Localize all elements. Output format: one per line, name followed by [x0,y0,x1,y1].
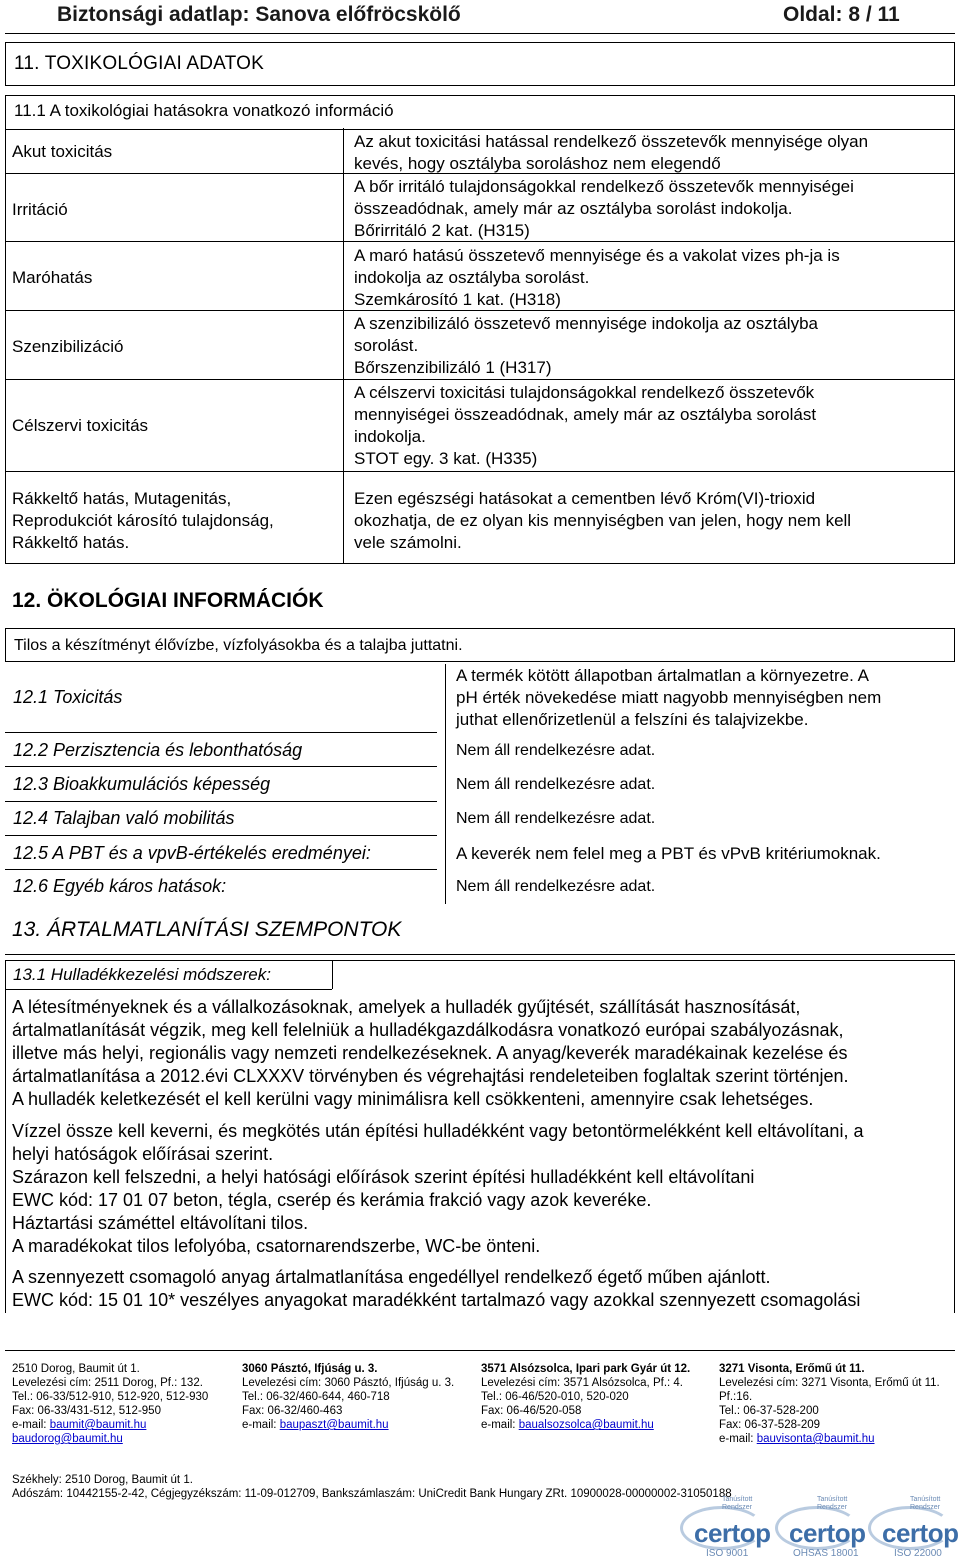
email-prefix: e-mail: [719,1433,757,1445]
label-celszervi-toxicitas: Célszervi toxicitás [12,416,149,435]
text-line: A célszervi toxicitási tulajdonságokkal rendelkező összetevők [354,383,815,402]
text-line: indokolja az osztályba sorolást. [354,268,590,287]
text-line: A bőr irritáló tulajdonságokkal rendelkező összetevők mennyiségei [354,177,854,196]
label-irritacio: Irritáció [12,200,68,219]
row-line [5,869,437,870]
email-link[interactable]: baudorog@baumit.hu [12,1433,123,1445]
value-12-5: A keverék nem felel meg a PBT és vPvB kritériumoknak. [456,844,881,863]
para-line: A maradékokat tilos lefolyóba, csatornarendszerbe, WC-be önteni. [12,1236,541,1256]
footer-line: Pf.:16. [719,1391,753,1403]
certop-iso9001-logo [676,1494,771,1562]
text-rakkelto [354,488,851,554]
section11-title: 11. TOXIKOLÓGIAI ADATOK [14,53,264,74]
text-line: A szenzibilizáló összetevő mennyisége indokolja az osztályba [354,314,818,333]
label-12-5: 12.5 A PBT és a vpvB-értékelés eredményei: [13,843,371,863]
text-irritacio [354,176,854,242]
section13-para3 [12,1266,860,1312]
footer-line: Tel.: 06-33/512-910, 512-920, 512-930 [12,1391,209,1403]
value-line: pH érték növekedése miatt nagyobb mennyiségben nem [456,688,882,707]
section12-divider [445,664,446,904]
label-12-3: 12.3 Bioakkumulációs képesség [13,774,271,794]
footer-col-visonta [719,1362,940,1446]
section11-subtitle: 11.1 A toxikológiai hatásokra vonatkozó információ [14,101,394,120]
text-line: kevés, hogy osztályba soroláshoz nem elegendő [354,154,721,173]
footer-line: Levelezési cím: 2511 Dorog, Pf.: 132. [12,1377,203,1389]
footer-line: 3060 Pásztó, Ifjúság u. 3. [242,1363,378,1375]
logo-brand: certop [789,1518,866,1548]
row-line [5,732,437,733]
section11-divider [343,128,344,564]
email-link[interactable]: baualsozsolca@baumit.hu [518,1419,654,1431]
footer-line: Tel.: 06-37-528-200 [719,1405,819,1417]
value-line: juthat ellenőrizetlenül a felszíni és talajvizekbe. [456,710,809,729]
row-line [6,129,954,130]
footer-line: Levelezési cím: 3060 Pásztó, Ifjúság u. 3. [242,1377,455,1389]
para-line: Vízzel össze kell keverni, és megkötés után építési hulladékként vagy betontörmelékként kell eltávolítani, a [12,1121,864,1141]
footer-col-alsozsolca [481,1362,690,1432]
logo-iso: ISO 22000 [894,1548,942,1559]
footer-email-row [12,1418,208,1432]
text-line: összeadódnak, amely már az osztályba sorolást indokolja. [354,199,793,218]
para-line: EWC kód: 17 01 07 beton, tégla, cserép és kerámia frakció vagy azok keveréke. [12,1190,652,1210]
value-12-6: Nem áll rendelkezésre adat. [456,878,656,895]
text-line: vele számolni. [354,533,462,552]
footer-seat: Székhely: 2510 Dorog, Baumit út 1. [12,1474,193,1486]
text-line: Bőrirritáló 2 kat. (H315) [354,221,530,240]
row-line [5,835,437,836]
subtitle-rule [6,989,332,990]
label-rakkelto [12,488,274,554]
footer-line: Fax: 06-33/431-512, 512-950 [12,1405,161,1417]
certop-ohsas18001-logo [771,1494,866,1562]
section13-title-rule [5,954,955,955]
footer-email-row [719,1432,940,1446]
section11-title-box [5,42,955,86]
row-line [5,766,437,767]
section12-intro: Tilos a készítményt élővízbe, vízfolyásokba és a talajba juttatni. [14,637,463,654]
label-line: Rákkeltő hatás. [12,533,130,552]
footer-col-dorog [12,1362,208,1446]
text-marohatas [354,245,840,311]
logo-small-text: Tanúsított Rendszer [910,1496,941,1511]
page-header [0,0,960,36]
text-line: Az akut toxicitási hatással rendelkező összetevők mennyisége olyan [354,132,869,151]
label-12-4: 12.4 Talajban való mobilitás [13,808,235,828]
footer-email-row [242,1418,454,1432]
footer-line: Fax: 06-32/460-463 [242,1405,343,1417]
footer-email-row [12,1432,208,1446]
para-line: Szárazon kell felszedni, a helyi hatósági előírások szerint építési hulladékként kell eltávolítani [12,1167,755,1187]
logo-brand: certop [694,1518,771,1548]
footer-rule [5,1350,955,1351]
label-12-6: 12.6 Egyéb káros hatások: [13,876,227,896]
section13-subtitle: 13.1 Hulladékkezelési módszerek: [13,965,271,984]
footer-line: Levelezési cím: 3571 Alsózsolca, Pf.: 4. [481,1377,683,1389]
text-szenzibilizacio [354,313,818,379]
label-akut-toxicitas: Akut toxicitás [12,142,113,161]
label-12-1: 12.1 Toxicitás [13,687,123,707]
para-line: Háztartási száméttel eltávolítani tilos. [12,1213,309,1233]
value-line: A termék kötött állapotban ártalmatlan a környezetre. A [456,666,869,685]
para-line: A létesítményeknek és a vállalkozásoknak, amelyek a hulladék gyűjtését, szállítását hasznosítását, [12,997,801,1017]
row-line [6,471,954,472]
header-rule [5,33,955,34]
footer-line: Tel.: 06-46/520-010, 520-020 [481,1391,629,1403]
email-prefix: e-mail: [481,1419,519,1431]
para-line: ártalmatlanítását végzik, meg kell felelniük a hulladékgazdálkodásra vonatkozó európai szabályozásnak, [12,1020,844,1040]
label-12-2: 12.2 Perzisztencia és lebonthatóság [13,740,303,760]
section13-para2 [12,1120,863,1258]
subtitle-divider [332,961,333,989]
text-akut-toxicitas [354,131,868,175]
para-line: ártalmatlanítása a 2012.évi CLXXXV törvényben és végrehajtási rendeleteiben foglaltak szerint történjen. [12,1066,849,1086]
section13-para1 [12,996,849,1111]
text-line: Szemkárosító 1 kat. (H318) [354,290,561,309]
text-line: STOT egy. 3 kat. (H335) [354,449,538,468]
footer-email-row [481,1418,690,1432]
para-line: A szennyezett csomagoló anyag ártalmatlanítása engedéllyel rendelkező égető műben ajánlott. [12,1267,771,1287]
text-line: A maró hatású összetevő mennyisége és a vakolat vizes ph-ja is [354,246,840,265]
text-line: indokolja. [354,427,426,446]
label-szenzibilizacio: Szenzibilizáció [12,337,124,356]
text-line: Ezen egészségi hatásokat a cementben lévő Króm(VI)-trioxid [354,489,816,508]
logo-small-text: Tanúsított Rendszer [722,1496,753,1511]
text-celszervi-toxicitas [354,382,816,470]
footer-line: 3271 Visonta, Erőmű út 11. [719,1363,865,1375]
value-12-2: Nem áll rendelkezésre adat. [456,742,656,759]
footer-line: Levelezési cím: 3271 Visonta, Erőmű út 11. [719,1377,940,1389]
row-line [5,801,437,802]
footer-tax: Adószám: 10442155-2-42, Cégjegyzékszám: 11-09-012709, Bankszámlaszám: UniCredit Bank Hungary ZRt. 10900028-00000002-31050188 [12,1488,732,1500]
para-line: A hulladék keletkezését el kell kerülni vagy minimálisra kell csökkenteni, amennyire csak lehetséges. [12,1089,814,1109]
text-line: Bőrszenzibilizáló 1 (H317) [354,358,552,377]
footer-line: 2510 Dorog, Baumit út 1. [12,1363,140,1375]
row-line [6,379,954,380]
label-line: Reprodukciót károsító tulajdonság, [12,511,274,530]
page-number: Oldal: 8 / 11 [783,3,900,26]
para-line: EWC kód: 15 01 10* veszélyes anyagokat maradékként tartalmazó vagy azokkal szennyezett csomagolási [12,1290,861,1310]
text-line: sorolást. [354,336,419,355]
email-link[interactable]: baumit@baumit.hu [49,1419,147,1431]
value-12-3: Nem áll rendelkezésre adat. [456,776,656,793]
footer-line: Fax: 06-37-528-209 [719,1419,821,1431]
para-line: helyi hatóságok előírásai szerint. [12,1144,274,1164]
certop-iso22000-logo [864,1494,959,1562]
email-link[interactable]: baupaszt@baumit.hu [279,1419,389,1431]
value-12-4: Nem áll rendelkezésre adat. [456,810,656,827]
text-line: mennyiségei összeadódnak, amely már az osztályba sorolást [354,405,817,424]
logo-iso: OHSAS 18001 [793,1548,859,1559]
value-12-1 [456,665,881,731]
footer-line: Tel.: 06-32/460-644, 460-718 [242,1391,390,1403]
document-title: Biztonsági adatlap: Sanova előfröcskölő [57,3,461,26]
logo-iso: ISO 9001 [706,1548,749,1559]
email-prefix: e-mail: [242,1419,280,1431]
section13-title: 13. ÁRTALMATLANÍTÁSI SZEMPONTOK [12,918,402,941]
section12-intro-box [5,628,955,662]
footer-line: Fax: 06-46/520-058 [481,1405,582,1417]
section12-title: 12. ÖKOLÓGIAI INFORMÁCIÓK [12,589,324,612]
label-marohatas: Maróhatás [12,268,93,287]
logo-small-text: Tanúsított Rendszer [817,1496,848,1511]
label-line: Rákkeltő hatás, Mutagenitás, [12,489,232,508]
text-line: okozhatja, de ez olyan kis mennyiségben van jelen, hogy nem kell [354,511,852,530]
email-prefix: e-mail: [12,1419,50,1431]
logo-brand: certop [882,1518,959,1548]
footer-col-paszto [242,1362,454,1432]
footer-line: 3571 Alsózsolca, Ipari park Gyár út 12. [481,1363,691,1375]
para-line: illetve más helyi, regionális vagy nemzeti rendelkezéseknek. A anyag/keverék maradékainak kezelése és [12,1043,848,1063]
email-link[interactable]: bauvisonta@baumit.hu [756,1433,875,1445]
